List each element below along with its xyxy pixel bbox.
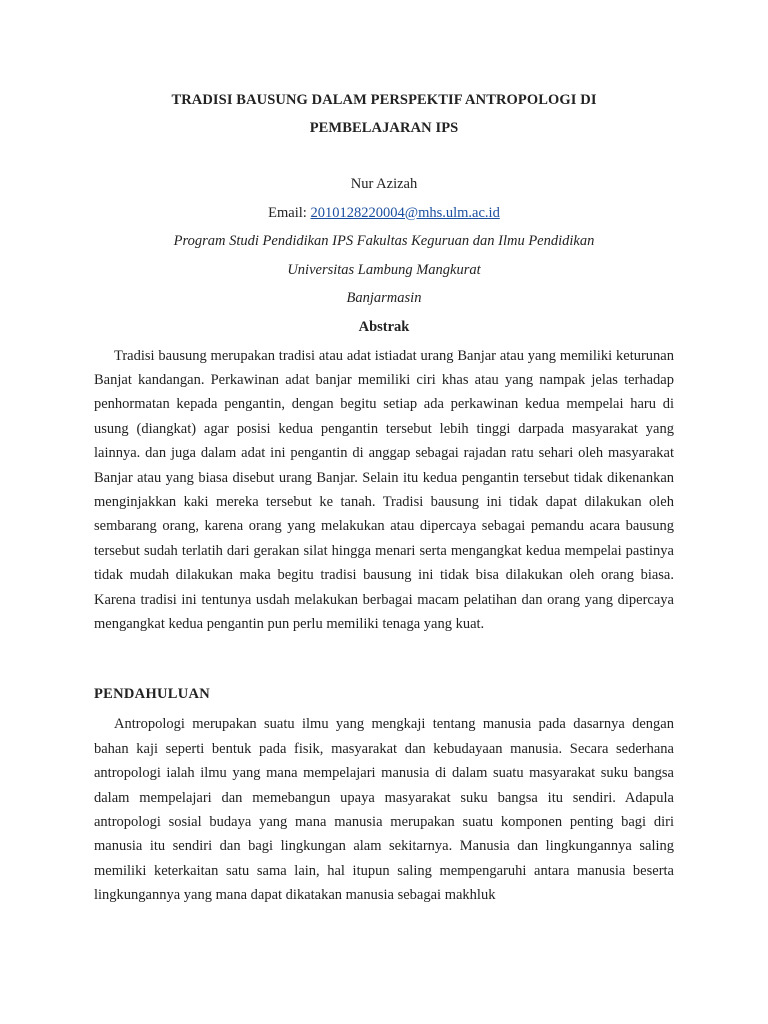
email-line (94, 199, 674, 228)
email-label: Email: (268, 204, 311, 221)
abstract-paragraph: Tradisi bausung merupakan tradisi atau adat istiadat urang Banjar atau yang memiliki keturunan Banjat kandangan. Perkawinan adat banjar memiliki ciri khas atau yang nampak jelas terhadap penhormatan kepada pengantin, dengan begitu setiap ada perkawinan kedua mempelai haru di usung (diangkat) agar posisi kedua pengantin tersebut lebih tinggi darpada masyarakat yang lainnya. dan juga dalam adat ini pengantin di anggap sebagai rajadan ratu sehari oleh masyarakat Banjar atau yang biasa disebut urang Banjar. Selain itu kedua pengantin tersebut tidak dikenankan menginjakkan kaki mereka tersebut ke tanah. Tradisi bausung ini tidak dapat dilakukan oleh sembarang orang, karena orang yang melakukan atau dipercaya sebagai pemandu acara bausung tersebut sudah terlatih dari gerakan silat hingga menari serta mengangkat kedua mempelai pastinya tidak mudah dilakukan maka begitu tradisi bausung ini tidak bisa dilakukan oleh orang biasa. Karena tradisi ini tentunya usdah melakukan berbagai macam pelatihan dan orang yang dipercaya mengangkat kedua pengantin pun perlu memiliki tenaga yang kuat. (94, 347, 674, 632)
email-link[interactable]: 2010128220004@mhs.ulm.ac.id (310, 204, 500, 221)
title-line-2: PEMBELAJARAN IPS (309, 120, 459, 136)
author-name: Nur Azizah (350, 176, 418, 192)
author-block (94, 170, 674, 313)
abstract-heading: Abstrak (358, 318, 410, 335)
paper-title (94, 86, 674, 142)
affiliation-line-2: Universitas Lambung Mangkurat (287, 261, 481, 278)
intro-paragraph: Antropologi merupakan suatu ilmu yang mengkaji tentang manusia pada dasarnya dengan bahan kaji seperti bentuk pada fisik, masyarakat dan kebudayaan manusia. Secara sederhana antropologi ialah ilmu yang mana mempelajari manusia di dalam suatu masyarakat suku bangsa dalam mempelajari dan memebangun upaya masyarakat suku bangsa itu sendiri. Adapula antropologi sosial budaya yang mana manusia merupakan suatu komponen penting bagi diri manusia itu sendiri dan bagi lingkungan alam sekitarnya. Manusia dan lingkungannya saling memiliki keterkaitan satu sama lain, hal itupun saling mempengaruhi antara manusia beserta lingkungannya yang mana dapat dikatakan manusia sebagai makhluk (94, 716, 674, 904)
title-line-1: TRADISI BAUSUNG DALAM PERSPEKTIF ANTROPOLOGI DI (171, 92, 597, 108)
section-heading-pendahuluan: PENDAHULUAN (94, 686, 211, 703)
affiliation-city: Banjarmasin (346, 290, 422, 306)
affiliation-line-1: Program Studi Pendidikan IPS Fakultas Keguruan dan Ilmu Pendidikan (173, 233, 595, 249)
